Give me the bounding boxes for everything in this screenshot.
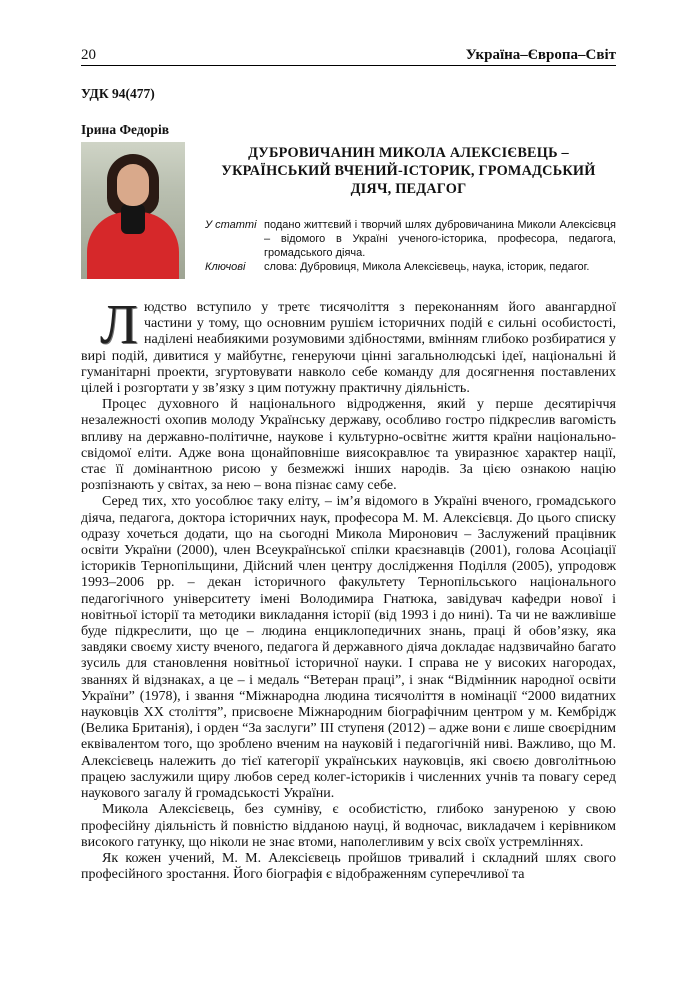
paragraph: Серед тих, хто уособлює таку еліту, – ім’я відомого в Україні вченого, громадського діяча, педагога, доктора історичних наук, професора М. М. Алексієвця. До цього списку одразу хочеться додати, що на сьогодні Микола Миронович – Заслужений працівник освіти України (2000), член Всеукраїнської спілки краєзнавців (2001), голова Асоціації істориків Тернопільщини, Дійсний член центру дослідження Поділля (2005), упродовж 1993–2006 рр. – декан історичного факультету Тернопільського національного педагогічного університету імені Володимира Гнатюка, завідувач кафедри нової і новітньої історії та методики викладання історії (від 1993 і до нині). Та чи не важливіше буде підкреслити, що це – людина енциклопедичних знань, праці й обов’язку, яка завдяки своєму хисту вченого, педагога й державного діяча докладає надзвичайно багато зусиль для становлення новітньої історичної науки. І справа не у високих нагородах, званнях й відзнаках, а це – і медаль “Ветеран праці”, і знак “Відмінник народної освіти України” (1978), і звання “Міжнародна людина тисячоліття в номінації “2000 видатних науковців ХХ століття”, присвоєне Міжнародним біографічним центром у м. Кембрідж (Велика Британія), і орден “За заслуги” ІІІ ступеня (2012) – адже вони є лише своєрідним еквівалентом того, що зроблено вченим на науковій і педагогічній ниві. Важливо, що М. Алексієвець належить до тієї категорії українських науковців, які своєю довголітньою працею заслужили щиру любов серед колег-істориків і численних учнів та повагу серед наукового загалу й громадськості України. bbox=[81, 494, 616, 802]
keywords-row bbox=[205, 260, 616, 274]
abstract-row bbox=[205, 218, 616, 260]
udc-code: УДК 94(477) bbox=[81, 86, 155, 101]
abstract bbox=[205, 218, 616, 274]
abstract-lead: У статті bbox=[205, 219, 257, 231]
page-number: 20 bbox=[81, 47, 96, 63]
title-abstract-block bbox=[201, 142, 616, 279]
paragraph: Процес духовного й національного відродження, який у перше десятиріччя незалежності охопив молоду Українську державу, особливо гостро підкреслив вагомість впливу на державно-політичне, наукове і культурно-освітнє життя країни національно-свідомої еліти. Адже вона щонайповніше виясокравлює та увиразнює характер нації, стає її домінантною рисою у безмежжі інших народів. За цією ознакою націю розпізнають у світах, за нею – вона пізнає саму себе. bbox=[81, 397, 616, 494]
running-head bbox=[81, 45, 616, 66]
article-body bbox=[81, 294, 616, 883]
author-name: Ірина Федорів bbox=[81, 122, 169, 137]
article-head bbox=[81, 142, 616, 279]
paragraph: Микола Алексієвець, без сумніву, є особистістю, глибоко зануреною у свою професійну діяльність й повністю відданою науці, й водночас, викладачем і керівником високого гатунку, що ніколи не знає втоми, наполегливим у всіх своїх устремліннях. bbox=[81, 802, 616, 850]
abstract-text: подано життєвий і творчий шлях дубровичанина Миколи Алексієвця – відомого в Україні ученого-історика, професора, педагога, громадського діяча. bbox=[264, 219, 616, 259]
keywords-lead: Ключові bbox=[205, 261, 246, 273]
paragraph: Як кожен учений, М. М. Алексієвець пройшов тривалий і складний шлях свого професійного зростання. Його біографія є відображенням суперечливої та bbox=[81, 850, 616, 883]
author-photo bbox=[81, 142, 185, 279]
article-page bbox=[81, 45, 616, 883]
paragraph: Людство вступило у третє тисячоліття з переконанням його авангардної частини у тому, що основним рушієм історичних подій є сильні особистості, наділені неабиякими розумовими здібностями, вмінням глибоко розбиратися у вирі подій, дивитися у майбутнє, генеруючи цінні загальнолюдські ідеї, національні й гуманітарні проекти, згуртовувати навколо себе команду для досягнення поставлених цілей і розгортати у зв’язку з цим потужну практичну діяльність. bbox=[81, 294, 616, 397]
article-title: ДУБРОВИЧАНИН МИКОЛА АЛЕКСІЄВЕЦЬ – УКРАЇНСЬКИЙ ВЧЕНИЙ-ІСТОРИК, ГРОМАДСЬКИЙ ДІЯЧ, ПЕДАГОГ bbox=[221, 145, 596, 197]
drop-cap: Л bbox=[100, 294, 138, 356]
journal-title: Україна–Європа–Світ bbox=[465, 47, 616, 63]
keywords-text: слова: Дубровиця, Микола Алексієвець, наука, історик, педагог. bbox=[264, 261, 590, 273]
